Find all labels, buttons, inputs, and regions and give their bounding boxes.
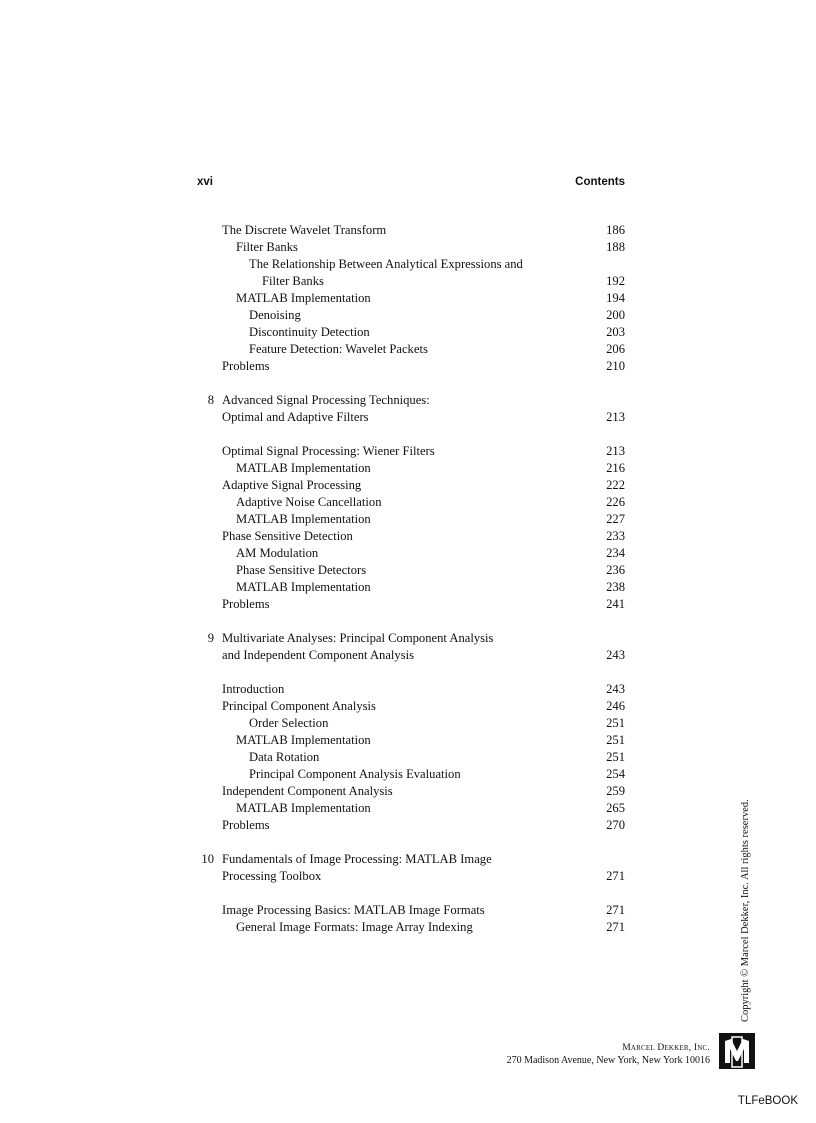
toc-entry-page: 270 <box>606 818 625 832</box>
toc-entry-title: Filter Banks <box>236 240 298 254</box>
toc-entry <box>0 868 816 885</box>
toc-entry-page: 200 <box>606 308 625 322</box>
toc-entry-title: MATLAB Implementation <box>236 801 371 815</box>
toc-entry-title: Phase Sensitive Detectors <box>236 563 367 577</box>
toc-entry-title: MATLAB Implementation <box>236 512 371 526</box>
toc-entry-title: and Independent Component Analysis <box>222 648 415 662</box>
toc-entry-title: MATLAB Implementation <box>236 461 371 475</box>
toc-entry <box>0 256 816 273</box>
chapter-number: 9 <box>207 631 214 645</box>
toc-entry-page: 259 <box>606 784 625 798</box>
chapter-number: 10 <box>201 852 214 866</box>
toc-entry-title: Adaptive Noise Cancellation <box>236 495 382 509</box>
toc-entry-page: 186 <box>606 223 625 237</box>
toc-entry-page: 246 <box>606 699 625 713</box>
toc-entry <box>0 732 816 749</box>
toc-entry-page: 236 <box>606 563 625 577</box>
toc-entry-title: Multivariate Analyses: Principal Component Analysis <box>222 631 494 645</box>
toc-entry-title: Phase Sensitive Detection <box>222 529 353 543</box>
toc-entry <box>0 630 816 647</box>
toc-entry-page: 243 <box>606 648 625 662</box>
toc-entry <box>0 341 816 358</box>
toc-entry-title: MATLAB Implementation <box>236 291 371 305</box>
chapter-number: 8 <box>207 393 214 407</box>
publisher-address: 270 Madison Avenue, New York, New York 10016 <box>506 1055 710 1066</box>
toc-entry <box>0 698 816 715</box>
toc-entry-page: 251 <box>606 733 625 747</box>
toc-entry <box>0 545 816 562</box>
toc-entry-page: 241 <box>606 597 625 611</box>
toc-entry-title: Order Selection <box>249 716 329 730</box>
toc-entry-title: Filter Banks <box>262 274 324 288</box>
toc-entry <box>0 919 816 936</box>
toc-entry-page: 192 <box>606 274 625 288</box>
toc-entry <box>0 783 816 800</box>
publisher-logo-icon <box>719 1033 755 1069</box>
toc-entry-title: Data Rotation <box>249 750 320 764</box>
toc-entry-page: 254 <box>606 767 625 781</box>
toc-entry-page: 210 <box>606 359 625 373</box>
toc-entry-title: MATLAB Implementation <box>236 580 371 594</box>
toc-entry <box>0 222 816 239</box>
toc-entry <box>0 528 816 545</box>
toc-entry <box>0 647 816 664</box>
toc-entry <box>0 307 816 324</box>
toc-entry-title: Processing Toolbox <box>222 869 322 883</box>
toc-entry-page: 194 <box>606 291 625 305</box>
toc-entry-title: Discontinuity Detection <box>249 325 370 339</box>
toc-entry-title: Optimal Signal Processing: Wiener Filters <box>222 444 435 458</box>
toc-entry <box>0 443 816 460</box>
toc-entry-page: 226 <box>606 495 625 509</box>
toc-entry-title: Fundamentals of Image Processing: MATLAB Image <box>222 852 492 866</box>
toc-entry-title: MATLAB Implementation <box>236 733 371 747</box>
copyright-notice: Copyright © Marcel Dekker, Inc. All rights reserved. <box>740 799 751 1022</box>
toc-entry-title: Optimal and Adaptive Filters <box>222 410 369 424</box>
toc-entry <box>0 290 816 307</box>
toc-entry-title: General Image Formats: Image Array Indexing <box>236 920 473 934</box>
toc-entry <box>0 494 816 511</box>
toc-entry-page: 188 <box>606 240 625 254</box>
toc-entry-title: Introduction <box>222 682 285 696</box>
toc-entry <box>0 766 816 783</box>
toc-entry <box>0 511 816 528</box>
toc-entry <box>0 239 816 256</box>
toc-entry-title: Problems <box>222 359 270 373</box>
toc-entry-page: 243 <box>606 682 625 696</box>
toc-entry-title: Denoising <box>249 308 301 322</box>
toc-entry <box>0 800 816 817</box>
toc-entry-title: Problems <box>222 597 270 611</box>
toc-entry-page: 227 <box>606 512 625 526</box>
toc-entry-title: Feature Detection: Wavelet Packets <box>249 342 428 356</box>
running-head-title: Contents <box>575 176 625 188</box>
toc-entry-title: Independent Component Analysis <box>222 784 393 798</box>
toc-entry <box>0 596 816 613</box>
toc-entry-page: 203 <box>606 325 625 339</box>
toc-entry-title: Advanced Signal Processing Techniques: <box>222 393 430 407</box>
toc-entry <box>0 477 816 494</box>
toc-entry <box>0 851 816 868</box>
toc-entry-page: 265 <box>606 801 625 815</box>
toc-entry-page: 222 <box>606 478 625 492</box>
toc-entry-page: 233 <box>606 529 625 543</box>
toc-entry-title: The Relationship Between Analytical Expressions and <box>249 257 523 271</box>
toc-entry <box>0 562 816 579</box>
toc-entry-title: AM Modulation <box>236 546 319 560</box>
toc-entry <box>0 681 816 698</box>
running-head-page-number: xvi <box>197 176 213 188</box>
toc-entry-title: Principal Component Analysis <box>222 699 376 713</box>
toc-entry <box>0 817 816 834</box>
toc-entry-page: 271 <box>606 869 625 883</box>
toc-entry-page: 213 <box>606 410 625 424</box>
toc-entry <box>0 460 816 477</box>
toc-entry-title: The Discrete Wavelet Transform <box>222 223 387 237</box>
watermark-text: TLFeBOOK <box>737 1095 798 1107</box>
toc-entry-page: 271 <box>606 920 625 934</box>
toc-entry-page: 206 <box>606 342 625 356</box>
toc-entry-page: 213 <box>606 444 625 458</box>
toc-entry <box>0 324 816 341</box>
toc-entry <box>0 273 816 290</box>
toc-entry-page: 271 <box>606 903 625 917</box>
toc-entry-title: Principal Component Analysis Evaluation <box>249 767 461 781</box>
toc-entry <box>0 902 816 919</box>
toc-entry-title: Adaptive Signal Processing <box>222 478 362 492</box>
toc-entry-page: 251 <box>606 716 625 730</box>
toc-entry-page: 216 <box>606 461 625 475</box>
toc-entry <box>0 715 816 732</box>
toc-entry-page: 251 <box>606 750 625 764</box>
publisher-name: Marcel Dekker, Inc. <box>622 1043 710 1053</box>
toc-entry <box>0 579 816 596</box>
toc-entry-title: Problems <box>222 818 270 832</box>
toc-entry <box>0 409 816 426</box>
toc-entry-page: 238 <box>606 580 625 594</box>
toc-entry <box>0 392 816 409</box>
toc-entry-title: Image Processing Basics: MATLAB Image Formats <box>222 903 485 917</box>
toc-entry-page: 234 <box>606 546 625 560</box>
toc-entry <box>0 358 816 375</box>
toc-entry <box>0 749 816 766</box>
